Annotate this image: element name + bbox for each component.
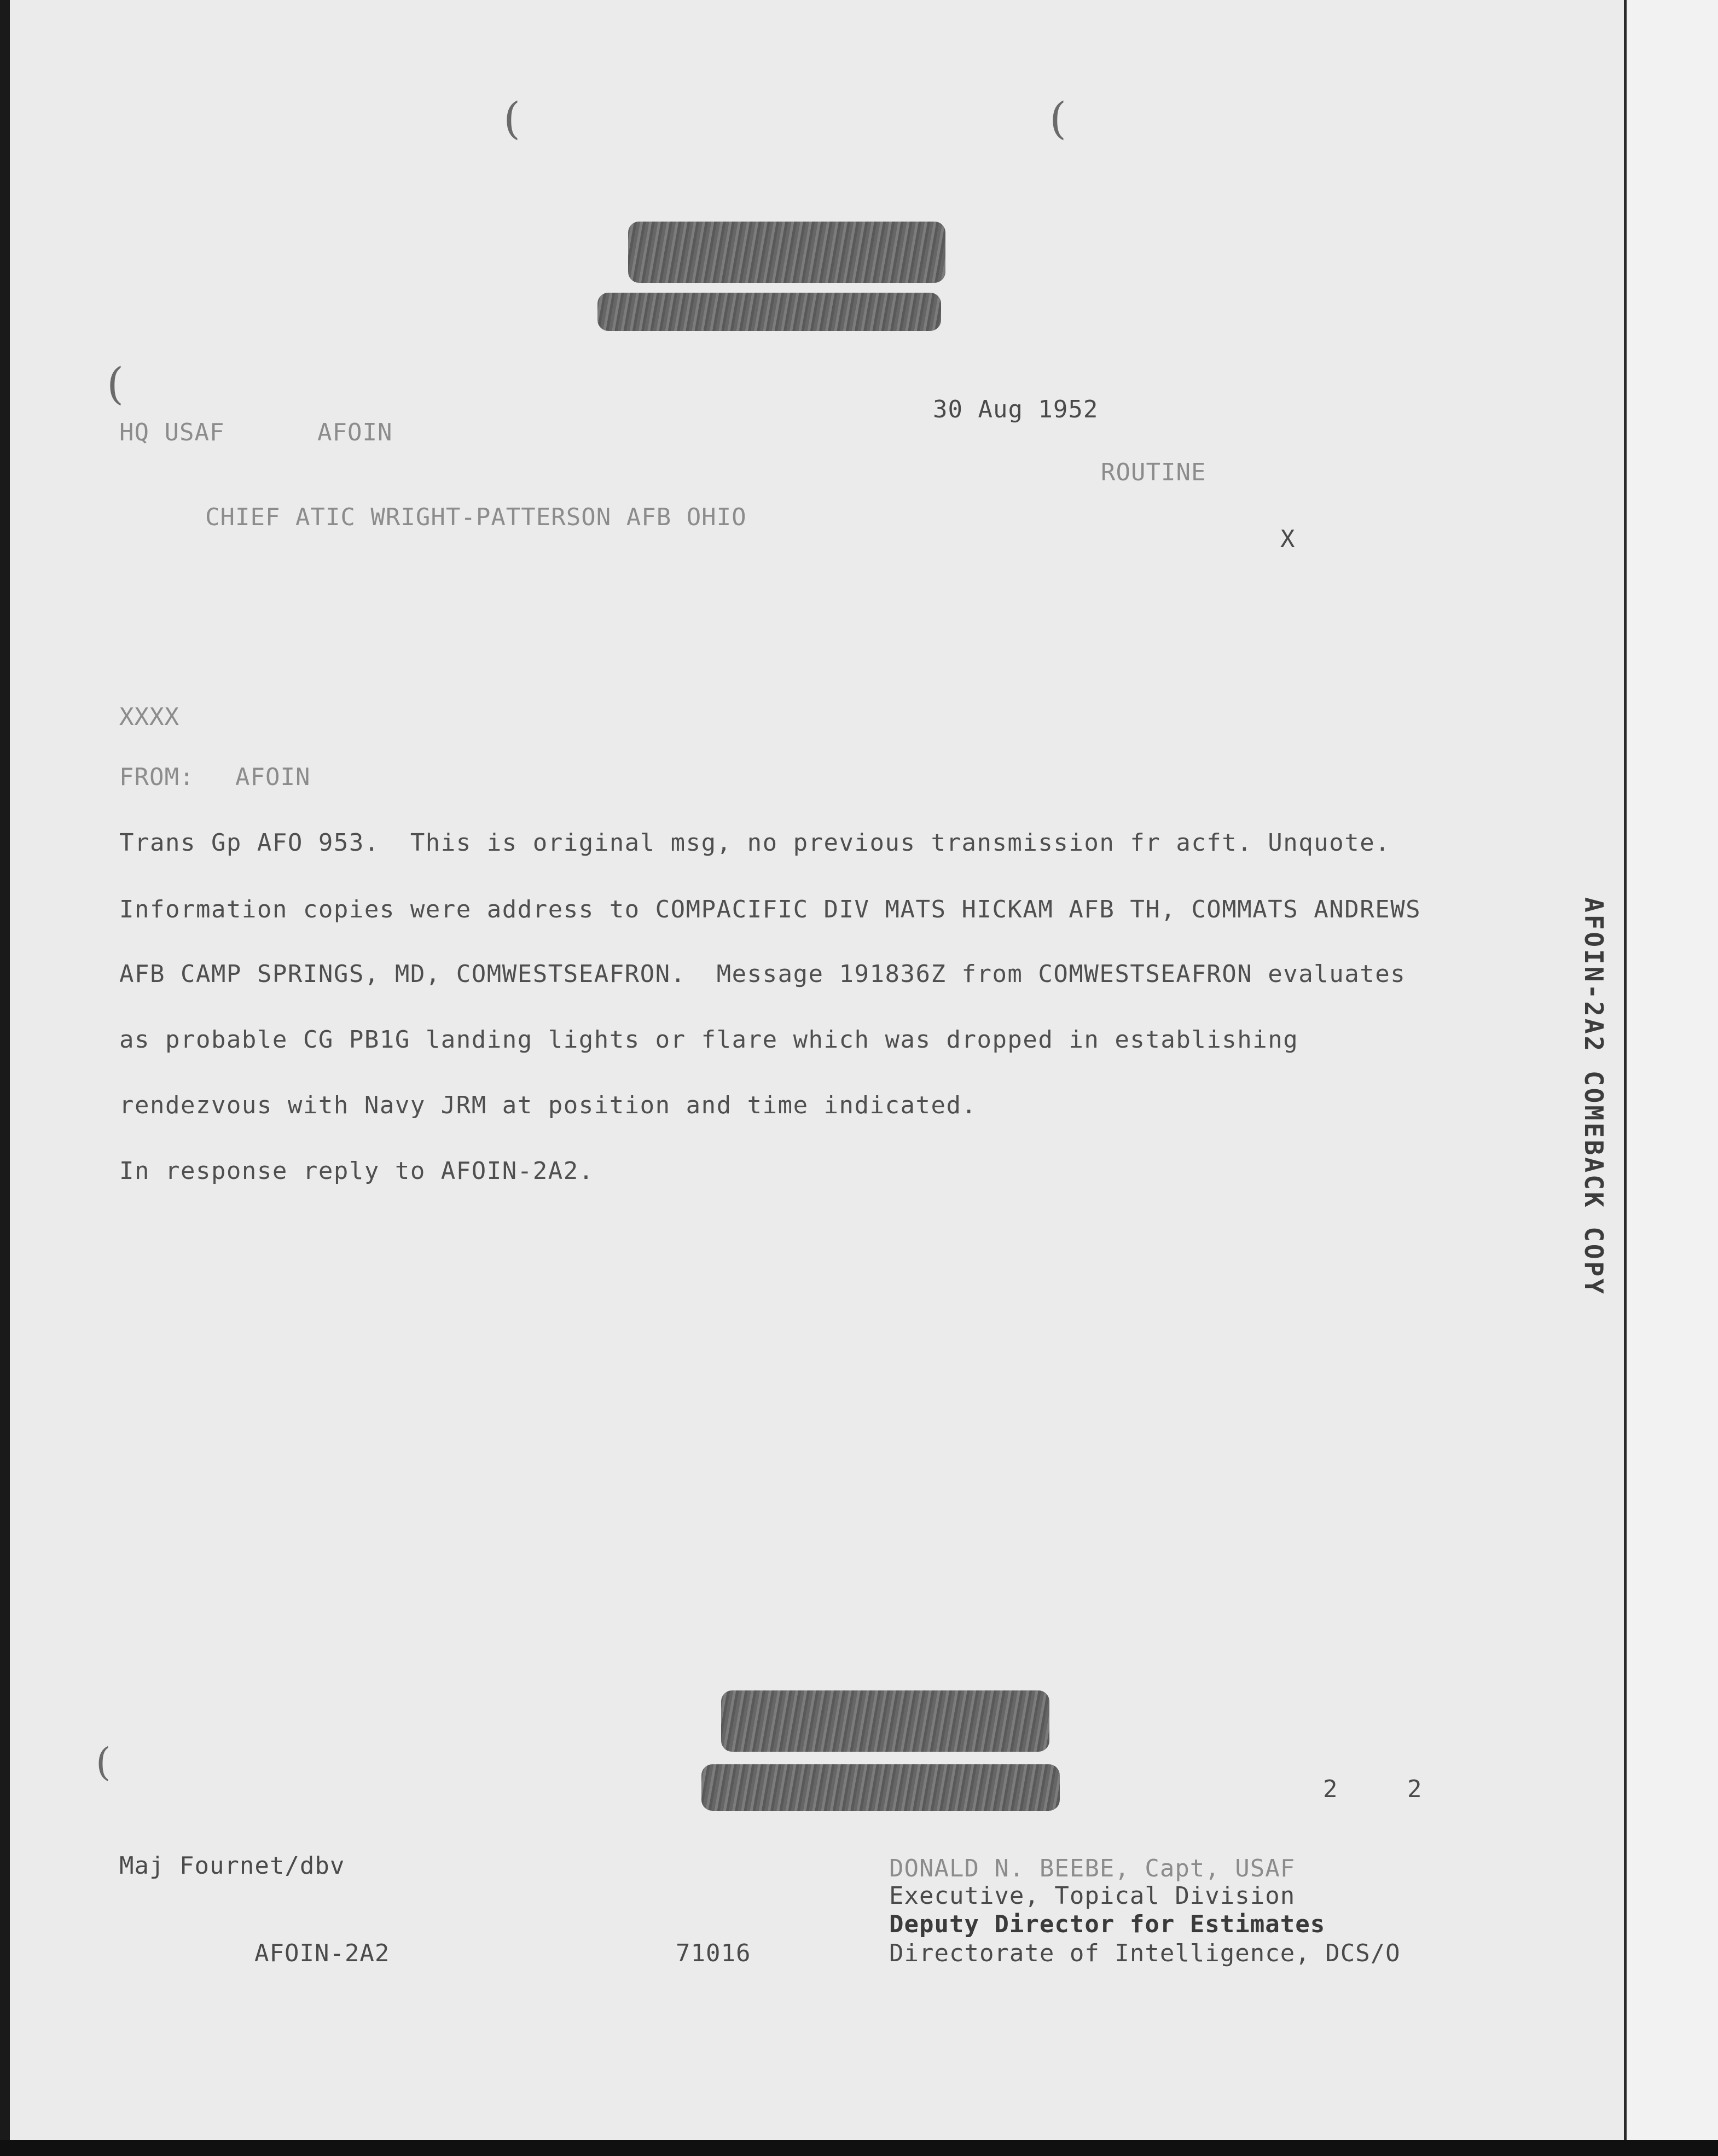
signature-title: Executive, Topical Division <box>889 1882 1296 1910</box>
signature-name: DONALD N. BEEBE, Capt, USAF <box>889 1855 1296 1882</box>
bottom-border <box>0 2140 1718 2156</box>
from-label: FROM: <box>119 763 195 791</box>
page-number: 2 <box>1323 1775 1338 1803</box>
redaction-bar <box>701 1764 1060 1811</box>
page-margin <box>1627 0 1718 2156</box>
from-code: AFOIN <box>317 419 393 446</box>
signature-title: Directorate of Intelligence, DCS/O <box>889 1939 1401 1967</box>
office-symbol: AFOIN-2A2 <box>254 1939 390 1967</box>
message-cite: XXXX <box>119 703 179 731</box>
phone-extension: 71016 <box>676 1939 751 1967</box>
body-line: Trans Gp AFO 953. This is original msg, no previous transmission fr acft. Unquote. <box>119 829 1391 857</box>
message-date: 30 Aug 1952 <box>933 396 1099 423</box>
addressee: CHIEF ATIC WRIGHT-PATTERSON AFB OHIO <box>205 503 747 531</box>
bracket-mark: ( <box>1049 93 1067 144</box>
comeback-copy-label: AFOIN-2A2 COMEBACK COPY <box>1579 897 1609 1296</box>
body-line: In response reply to AFOIN-2A2. <box>119 1157 594 1185</box>
bracket-mark: ( <box>503 93 521 144</box>
body-line: as probable CG PB1G landing lights or flare which was dropped in establishing <box>119 1026 1299 1054</box>
bracket-mark: ( <box>107 358 124 409</box>
page-number: 2 <box>1407 1775 1423 1803</box>
signature-title: Deputy Director for Estimates <box>889 1910 1326 1938</box>
bracket-mark: ( <box>96 1740 111 1785</box>
from-office: HQ USAF <box>119 419 225 446</box>
precedence: ROUTINE <box>1101 458 1206 486</box>
redaction-bar <box>597 293 941 331</box>
body-line: AFB CAMP SPRINGS, MD, COMWESTSEAFRON. Message 191836Z from COMWESTSEAFRON evaluates <box>119 960 1406 988</box>
redaction-bar <box>628 222 945 283</box>
precedence-check-mark: X <box>1280 525 1296 553</box>
from-value: AFOIN <box>235 763 311 791</box>
drafter: Maj Fournet/dbv <box>119 1852 345 1880</box>
redaction-bar <box>721 1690 1049 1752</box>
body-line: Information copies were address to COMPACIFIC DIV MATS HICKAM AFB TH, COMMATS ANDREWS <box>119 896 1421 923</box>
body-line: rendezvous with Navy JRM at position and time indicated. <box>119 1091 977 1119</box>
